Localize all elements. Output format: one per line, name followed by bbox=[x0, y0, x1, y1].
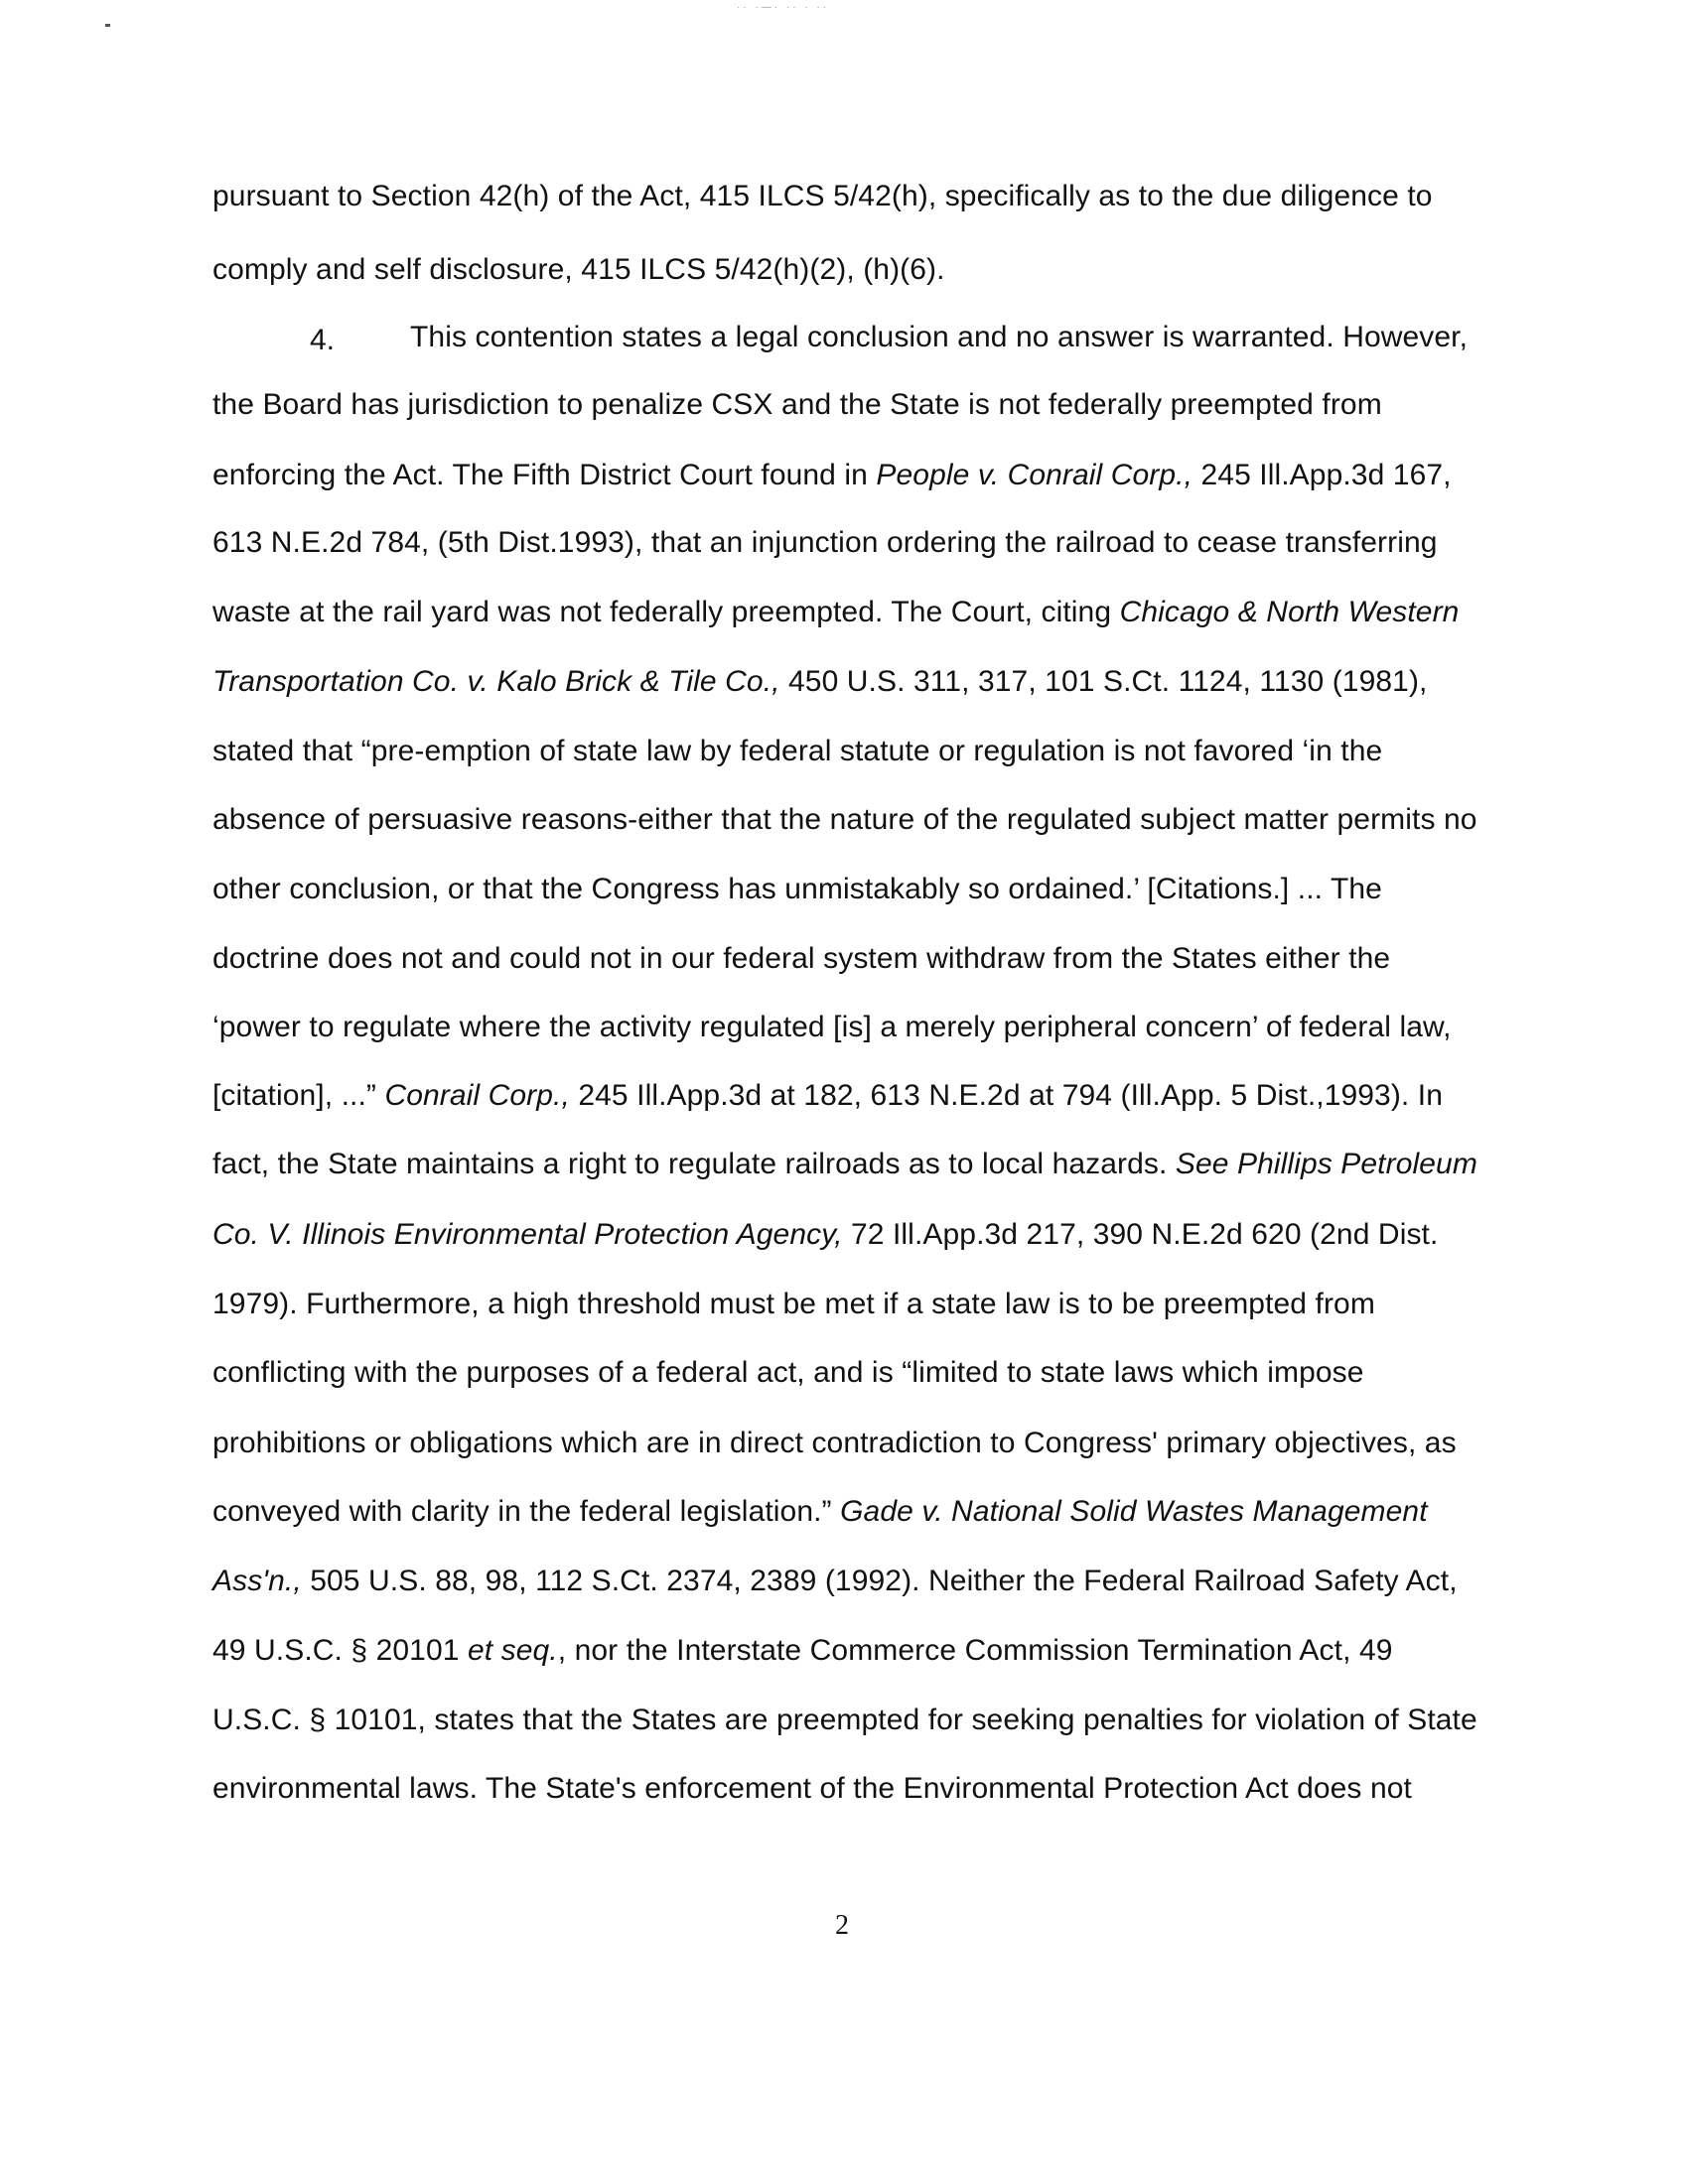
text-line bbox=[212, 1145, 1477, 1184]
text-line: U.S.C. § 10101, states that the States are preempted for seeking penalties for violation of State bbox=[212, 1704, 1477, 1736]
text-segment: 49 U.S.C. § 20101 bbox=[212, 1634, 468, 1667]
latin-term: et seq. bbox=[467, 1634, 558, 1667]
text-segment: 505 U.S. 88, 98, 112 S.Ct. 2374, 2389 (1992). Neither the Federal Railroad Safety Act, bbox=[301, 1565, 1458, 1597]
scan-speck bbox=[105, 24, 110, 27]
case-citation: Transportation Co. v. Kalo Brick & Tile Co., bbox=[212, 665, 780, 698]
text-line bbox=[212, 1562, 1458, 1601]
case-citation: Ass'n., bbox=[212, 1565, 302, 1597]
text-line: absence of persuasive reasons-either that the nature of the regulated subject matter permits no bbox=[212, 803, 1477, 836]
text-line: conflicting with the purposes of a federal act, and is “limited to state laws which impose bbox=[212, 1356, 1364, 1389]
text-segment: waste at the rail yard was not federally preempted. The Court, citing bbox=[212, 596, 1120, 628]
text-line: doctrine does not and could not in our federal system withdraw from the States either the bbox=[212, 942, 1391, 975]
text-line bbox=[212, 1076, 1443, 1116]
text-segment: fact, the State maintains a right to regulate railroads as to local hazards. bbox=[212, 1148, 1176, 1180]
text-line bbox=[212, 1215, 1438, 1255]
text-line: other conclusion, or that the Congress has unmistakably so ordained.’ [Citations.] ... The bbox=[212, 873, 1382, 905]
text-segment: 245 Ill.App.3d at 182, 613 N.E.2d at 794 (Ill.App. 5 Dist.,1993). In bbox=[569, 1079, 1444, 1112]
text-line bbox=[212, 593, 1459, 632]
text-segment: , nor the Interstate Commerce Commission Termination Act, 49 bbox=[557, 1634, 1393, 1667]
text-line: environmental laws. The State's enforcement of the Environmental Protection Act does not bbox=[212, 1772, 1412, 1805]
text-line: stated that “pre-emption of state law by federal statute or regulation is not favored ‘in the bbox=[212, 735, 1383, 767]
text-line: prohibitions or obligations which are in direct contradiction to Congress' primary objectives, as bbox=[212, 1427, 1457, 1459]
case-citation: Chicago & North Western bbox=[1119, 596, 1460, 628]
case-citation: See Phillips Petroleum bbox=[1175, 1148, 1477, 1180]
text-line: comply and self disclosure, 415 ILCS 5/42(h)(2), (h)(6). bbox=[212, 253, 945, 286]
text-segment: [citation], ...” bbox=[212, 1079, 385, 1112]
text-segment: 72 Ill.App.3d 217, 390 N.E.2d 620 (2nd Dist. bbox=[842, 1218, 1439, 1251]
text-line: 1979). Furthermore, a high threshold must be met if a state law is to be preempted from bbox=[212, 1288, 1375, 1320]
text-segment: enforcing the Act. The Fifth District Court found in bbox=[212, 459, 877, 491]
text-segment: 245 Ill.App.3d 167, bbox=[1193, 459, 1452, 491]
case-citation: Co. V. Illinois Environmental Protection Agency, bbox=[212, 1218, 843, 1251]
page-number: 2 bbox=[835, 1910, 849, 1941]
text-line: ‘power to regulate where the activity regulated [is] a merely peripheral concern’ of federal law, bbox=[212, 1011, 1452, 1043]
text-line: the Board has jurisdiction to penalize CSX and the State is not federally preempted from bbox=[212, 388, 1382, 421]
case-citation: People v. Conrail Corp., bbox=[876, 459, 1193, 491]
paragraph-number: 4. bbox=[310, 324, 336, 356]
text-line: 613 N.E.2d 784, (5th Dist.1993), that an injunction ordering the railroad to cease transferring bbox=[212, 526, 1438, 559]
text-line bbox=[212, 456, 1452, 495]
text-segment: 450 U.S. 311, 317, 101 S.Ct. 1124, 1130 (1981), bbox=[779, 665, 1428, 698]
text-line: pursuant to Section 42(h) of the Act, 415 ILCS 5/42(h), specifically as to the due diligence to bbox=[212, 180, 1433, 212]
text-line: This contention states a legal conclusion and no answer is warranted. However, bbox=[410, 321, 1469, 353]
text-segment: conveyed with clarity in the federal legislation.” bbox=[212, 1495, 841, 1528]
text-line bbox=[212, 662, 1427, 702]
text-line bbox=[212, 1492, 1428, 1532]
scan-header-marks: ·· ·—· ·· · ·· bbox=[737, 2, 830, 13]
text-line bbox=[212, 1631, 1393, 1671]
case-citation: Gade v. National Solid Wastes Management bbox=[840, 1495, 1428, 1528]
case-citation: Conrail Corp., bbox=[384, 1079, 570, 1112]
